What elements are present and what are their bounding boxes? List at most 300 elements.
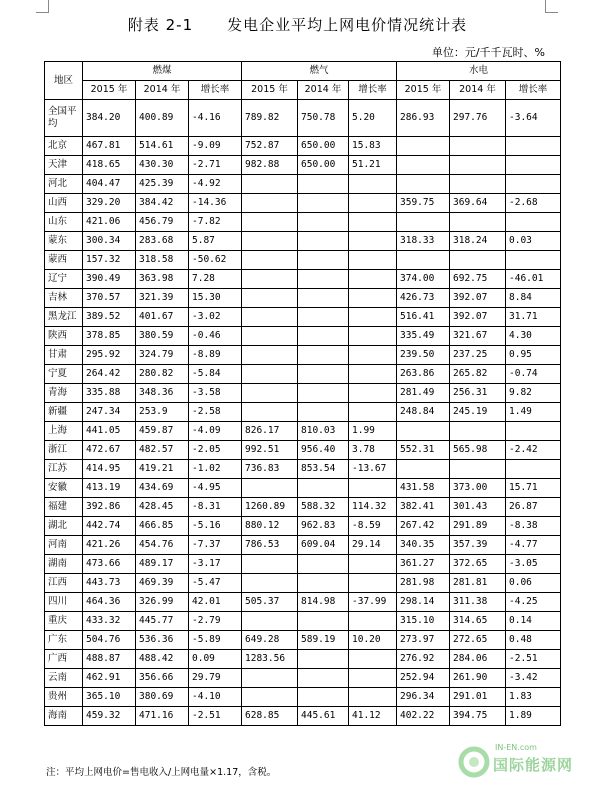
value-cell: 26.87 <box>506 498 561 517</box>
table-row <box>45 650 561 669</box>
table-title-text: 发电企业平均上网电价情况统计表 <box>227 16 468 34</box>
value-cell: 445.61 <box>298 707 349 726</box>
value-cell: -5.84 <box>189 365 242 384</box>
value-cell: 42.01 <box>189 593 242 612</box>
value-cell: 300.34 <box>83 232 136 251</box>
value-cell <box>242 175 298 194</box>
value-cell: 401.67 <box>136 308 189 327</box>
table-row <box>45 403 561 422</box>
value-cell: 276.92 <box>397 650 450 669</box>
value-cell <box>397 156 450 175</box>
value-cell <box>450 175 506 194</box>
value-cell: -4.77 <box>506 536 561 555</box>
value-cell: 318.24 <box>450 232 506 251</box>
value-cell: 1260.89 <box>242 498 298 517</box>
value-cell: 280.82 <box>136 365 189 384</box>
value-cell: 736.83 <box>242 460 298 479</box>
value-cell: 0.48 <box>506 631 561 650</box>
value-cell <box>349 232 397 251</box>
table-row <box>45 100 561 137</box>
value-cell: 404.47 <box>83 175 136 194</box>
value-cell: 237.25 <box>450 346 506 365</box>
region-cell: 天津 <box>45 156 83 175</box>
value-cell: 248.84 <box>397 403 450 422</box>
table-row <box>45 156 561 175</box>
value-cell <box>242 194 298 213</box>
value-cell <box>242 270 298 289</box>
value-cell: 0.14 <box>506 612 561 631</box>
value-cell: 253.9 <box>136 403 189 422</box>
value-cell: -4.10 <box>189 688 242 707</box>
region-cell: 江苏 <box>45 460 83 479</box>
table-body <box>45 100 561 726</box>
value-cell <box>397 137 450 156</box>
value-cell: -2.51 <box>506 650 561 669</box>
value-cell: -4.16 <box>189 100 242 137</box>
value-cell: -14.36 <box>189 194 242 213</box>
value-cell: 380.69 <box>136 688 189 707</box>
region-cell: 全国平均 <box>45 100 83 137</box>
value-cell: 8.84 <box>506 289 561 308</box>
subheader-2014: 2014 年 <box>136 81 189 100</box>
value-cell: 247.34 <box>83 403 136 422</box>
table-row <box>45 593 561 612</box>
value-cell <box>242 213 298 232</box>
value-cell <box>298 479 349 498</box>
value-cell: 982.88 <box>242 156 298 175</box>
watermark-site: IN-EN.com <box>495 743 537 752</box>
value-cell: 261.90 <box>450 669 506 688</box>
value-cell: 281.98 <box>397 574 450 593</box>
value-cell <box>242 327 298 346</box>
value-cell: -4.95 <box>189 479 242 498</box>
value-cell: 609.04 <box>298 536 349 555</box>
region-cell: 四川 <box>45 593 83 612</box>
value-cell: 9.82 <box>506 384 561 403</box>
value-cell <box>506 422 561 441</box>
value-cell: 348.36 <box>136 384 189 403</box>
value-cell <box>298 308 349 327</box>
region-cell: 福建 <box>45 498 83 517</box>
value-cell <box>349 384 397 403</box>
value-cell: 394.75 <box>450 707 506 726</box>
header-gas: 燃气 <box>242 62 397 81</box>
watermark-brand: 国际能源网 <box>493 756 574 774</box>
value-cell: 239.50 <box>397 346 450 365</box>
table-row <box>45 555 561 574</box>
value-cell: 400.89 <box>136 100 189 137</box>
table-row <box>45 327 561 346</box>
value-cell: 326.99 <box>136 593 189 612</box>
region-cell: 河南 <box>45 536 83 555</box>
value-cell: 329.20 <box>83 194 136 213</box>
value-cell: -7.37 <box>189 536 242 555</box>
region-cell: 黑龙江 <box>45 308 83 327</box>
value-cell: 488.87 <box>83 650 136 669</box>
value-cell: 15.83 <box>349 137 397 156</box>
table-row <box>45 612 561 631</box>
value-cell <box>506 460 561 479</box>
value-cell: 418.65 <box>83 156 136 175</box>
value-cell: 473.66 <box>83 555 136 574</box>
table-title <box>0 14 595 35</box>
value-cell <box>298 270 349 289</box>
value-cell: 7.28 <box>189 270 242 289</box>
value-cell <box>298 365 349 384</box>
value-cell: 786.53 <box>242 536 298 555</box>
value-cell: 356.66 <box>136 669 189 688</box>
region-cell: 湖北 <box>45 517 83 536</box>
value-cell: 263.86 <box>397 365 450 384</box>
value-cell <box>349 403 397 422</box>
value-cell: 426.73 <box>397 289 450 308</box>
value-cell: 459.87 <box>136 422 189 441</box>
value-cell <box>349 251 397 270</box>
value-cell <box>298 346 349 365</box>
value-cell: 1.99 <box>349 422 397 441</box>
value-cell: 114.32 <box>349 498 397 517</box>
value-cell: 488.42 <box>136 650 189 669</box>
value-cell: 3.78 <box>349 441 397 460</box>
value-cell: -13.67 <box>349 460 397 479</box>
value-cell <box>397 422 450 441</box>
value-cell: 430.30 <box>136 156 189 175</box>
region-cell: 新疆 <box>45 403 83 422</box>
value-cell <box>349 270 397 289</box>
value-cell: 650.00 <box>298 137 349 156</box>
value-cell: 489.17 <box>136 555 189 574</box>
region-cell: 浙江 <box>45 441 83 460</box>
value-cell: 256.31 <box>450 384 506 403</box>
value-cell <box>242 251 298 270</box>
value-cell: 413.19 <box>83 479 136 498</box>
value-cell <box>242 688 298 707</box>
value-cell: 750.78 <box>298 100 349 137</box>
table-row <box>45 536 561 555</box>
value-cell <box>349 479 397 498</box>
value-cell: 378.85 <box>83 327 136 346</box>
value-cell <box>242 346 298 365</box>
value-cell: 810.03 <box>298 422 349 441</box>
value-cell: 880.12 <box>242 517 298 536</box>
value-cell: 826.17 <box>242 422 298 441</box>
value-cell: 324.79 <box>136 346 189 365</box>
value-cell: 956.40 <box>298 441 349 460</box>
value-cell: 692.75 <box>450 270 506 289</box>
subheader-growth: 增长率 <box>189 81 242 100</box>
value-cell: 291.01 <box>450 688 506 707</box>
value-cell: 245.19 <box>450 403 506 422</box>
table-row <box>45 460 561 479</box>
value-cell: 335.49 <box>397 327 450 346</box>
table-row <box>45 631 561 650</box>
value-cell <box>298 574 349 593</box>
value-cell: -3.58 <box>189 384 242 403</box>
value-cell: 0.06 <box>506 574 561 593</box>
value-cell <box>506 156 561 175</box>
value-cell: -3.17 <box>189 555 242 574</box>
value-cell: 0.03 <box>506 232 561 251</box>
value-cell: -3.64 <box>506 100 561 137</box>
value-cell: 297.76 <box>450 100 506 137</box>
value-cell: 516.41 <box>397 308 450 327</box>
value-cell: 374.00 <box>397 270 450 289</box>
region-cell: 湖南 <box>45 555 83 574</box>
value-cell <box>242 308 298 327</box>
region-cell: 河北 <box>45 175 83 194</box>
value-cell: 441.05 <box>83 422 136 441</box>
value-cell <box>298 175 349 194</box>
value-cell: 402.22 <box>397 707 450 726</box>
subheader-2015: 2015 年 <box>242 81 298 100</box>
value-cell: 29.79 <box>189 669 242 688</box>
value-cell: -2.05 <box>189 441 242 460</box>
table-row <box>45 194 561 213</box>
value-cell <box>242 574 298 593</box>
value-cell: 315.10 <box>397 612 450 631</box>
value-cell: 469.39 <box>136 574 189 593</box>
value-cell: 382.41 <box>397 498 450 517</box>
value-cell: -5.16 <box>189 517 242 536</box>
value-cell: 853.54 <box>298 460 349 479</box>
value-cell: -8.59 <box>349 517 397 536</box>
table-row <box>45 365 561 384</box>
value-cell: 962.83 <box>298 517 349 536</box>
value-cell <box>450 422 506 441</box>
value-cell: -8.89 <box>189 346 242 365</box>
value-cell: 628.85 <box>242 707 298 726</box>
value-cell: 472.67 <box>83 441 136 460</box>
price-table <box>44 61 561 726</box>
watermark <box>455 737 595 792</box>
value-cell <box>349 365 397 384</box>
value-cell: -0.74 <box>506 365 561 384</box>
value-cell <box>298 384 349 403</box>
unit-label: 单位：元/千千瓦时、% <box>431 46 545 59</box>
value-cell <box>506 175 561 194</box>
value-cell: 286.93 <box>397 100 450 137</box>
value-cell: 4.30 <box>506 327 561 346</box>
subheader-2014: 2014 年 <box>450 81 506 100</box>
value-cell: 384.20 <box>83 100 136 137</box>
value-cell: 464.36 <box>83 593 136 612</box>
value-cell: -2.71 <box>189 156 242 175</box>
value-cell: 264.42 <box>83 365 136 384</box>
value-cell <box>349 308 397 327</box>
in-en-logo-icon <box>457 745 491 779</box>
value-cell: 15.71 <box>506 479 561 498</box>
table-number: 附表 2-1 <box>127 16 194 34</box>
value-cell: 370.57 <box>83 289 136 308</box>
value-cell <box>397 175 450 194</box>
value-cell: 340.35 <box>397 536 450 555</box>
region-cell: 甘肃 <box>45 346 83 365</box>
value-cell: 311.38 <box>450 593 506 612</box>
value-cell: 389.52 <box>83 308 136 327</box>
value-cell: 273.97 <box>397 631 450 650</box>
value-cell <box>298 555 349 574</box>
value-cell: 466.85 <box>136 517 189 536</box>
value-cell: 588.32 <box>298 498 349 517</box>
region-cell: 宁夏 <box>45 365 83 384</box>
value-cell: -0.46 <box>189 327 242 346</box>
region-cell: 山西 <box>45 194 83 213</box>
value-cell <box>242 479 298 498</box>
value-cell <box>349 574 397 593</box>
table-row <box>45 270 561 289</box>
value-cell: 1.83 <box>506 688 561 707</box>
region-cell: 山东 <box>45 213 83 232</box>
subheader-growth: 增长率 <box>506 81 561 100</box>
region-cell: 重庆 <box>45 612 83 631</box>
value-cell: 454.76 <box>136 536 189 555</box>
value-cell <box>298 251 349 270</box>
value-cell: 357.39 <box>450 536 506 555</box>
value-cell: -2.51 <box>189 707 242 726</box>
value-cell: 1283.56 <box>242 650 298 669</box>
table-row <box>45 479 561 498</box>
value-cell: 31.71 <box>506 308 561 327</box>
value-cell: 514.61 <box>136 137 189 156</box>
value-cell <box>349 650 397 669</box>
value-cell <box>242 403 298 422</box>
value-cell: -50.62 <box>189 251 242 270</box>
value-cell: -1.02 <box>189 460 242 479</box>
value-cell <box>397 460 450 479</box>
value-cell: 380.59 <box>136 327 189 346</box>
value-cell <box>349 327 397 346</box>
value-cell: 459.32 <box>83 707 136 726</box>
table-row <box>45 574 561 593</box>
value-cell <box>349 194 397 213</box>
value-cell: 359.75 <box>397 194 450 213</box>
value-cell: 335.88 <box>83 384 136 403</box>
value-cell: -37.99 <box>349 593 397 612</box>
table-row <box>45 289 561 308</box>
value-cell <box>506 251 561 270</box>
value-cell <box>298 213 349 232</box>
region-cell: 贵州 <box>45 688 83 707</box>
value-cell: 295.92 <box>83 346 136 365</box>
region-cell: 青海 <box>45 384 83 403</box>
table-row <box>45 251 561 270</box>
value-cell: -2.42 <box>506 441 561 460</box>
value-cell: 442.74 <box>83 517 136 536</box>
region-cell: 安徽 <box>45 479 83 498</box>
value-cell <box>298 232 349 251</box>
region-cell: 云南 <box>45 669 83 688</box>
value-cell <box>349 612 397 631</box>
value-cell <box>450 460 506 479</box>
value-cell: 467.81 <box>83 137 136 156</box>
value-cell: 41.12 <box>349 707 397 726</box>
value-cell <box>298 650 349 669</box>
value-cell <box>450 213 506 232</box>
value-cell: 443.73 <box>83 574 136 593</box>
region-cell: 北京 <box>45 137 83 156</box>
value-cell: 318.33 <box>397 232 450 251</box>
value-cell: 433.32 <box>83 612 136 631</box>
value-cell: -46.01 <box>506 270 561 289</box>
region-cell: 蒙东 <box>45 232 83 251</box>
value-cell: 434.69 <box>136 479 189 498</box>
value-cell: 462.91 <box>83 669 136 688</box>
value-cell: 321.67 <box>450 327 506 346</box>
value-cell: 419.21 <box>136 460 189 479</box>
value-cell: 752.87 <box>242 137 298 156</box>
subheader-2015: 2015 年 <box>83 81 136 100</box>
value-cell: 445.77 <box>136 612 189 631</box>
value-cell: 421.06 <box>83 213 136 232</box>
value-cell: 552.31 <box>397 441 450 460</box>
value-cell <box>397 251 450 270</box>
value-cell: 392.07 <box>450 308 506 327</box>
table-row <box>45 213 561 232</box>
value-cell: -5.47 <box>189 574 242 593</box>
value-cell <box>349 175 397 194</box>
value-cell <box>397 213 450 232</box>
value-cell <box>242 289 298 308</box>
value-cell: 29.14 <box>349 536 397 555</box>
value-cell: 283.68 <box>136 232 189 251</box>
header-hydro: 水电 <box>397 62 561 81</box>
value-cell: -4.92 <box>189 175 242 194</box>
value-cell: 414.95 <box>83 460 136 479</box>
subheader-2015: 2015 年 <box>397 81 450 100</box>
value-cell: -9.09 <box>189 137 242 156</box>
value-cell: 5.87 <box>189 232 242 251</box>
value-cell: -2.79 <box>189 612 242 631</box>
value-cell: 265.82 <box>450 365 506 384</box>
region-cell: 陕西 <box>45 327 83 346</box>
value-cell: 318.58 <box>136 251 189 270</box>
subheader-growth: 增长率 <box>349 81 397 100</box>
value-cell: 1.89 <box>506 707 561 726</box>
value-cell: 0.95 <box>506 346 561 365</box>
value-cell: 482.57 <box>136 441 189 460</box>
value-cell <box>349 346 397 365</box>
value-cell <box>242 555 298 574</box>
value-cell: 789.82 <box>242 100 298 137</box>
value-cell: 0.09 <box>189 650 242 669</box>
value-cell <box>450 251 506 270</box>
value-cell: -2.58 <box>189 403 242 422</box>
value-cell <box>298 194 349 213</box>
value-cell: 589.19 <box>298 631 349 650</box>
region-cell: 广东 <box>45 631 83 650</box>
value-cell <box>242 612 298 631</box>
value-cell <box>450 156 506 175</box>
value-cell <box>298 289 349 308</box>
value-cell: 504.76 <box>83 631 136 650</box>
value-cell: 51.21 <box>349 156 397 175</box>
value-cell <box>242 232 298 251</box>
value-cell <box>349 669 397 688</box>
value-cell: 5.20 <box>349 100 397 137</box>
value-cell <box>506 137 561 156</box>
value-cell <box>349 555 397 574</box>
value-cell: -8.31 <box>189 498 242 517</box>
value-cell: -3.05 <box>506 555 561 574</box>
value-cell: 267.42 <box>397 517 450 536</box>
value-cell: -3.42 <box>506 669 561 688</box>
value-cell <box>349 213 397 232</box>
value-cell <box>298 403 349 422</box>
value-cell: 431.58 <box>397 479 450 498</box>
subheader-2014: 2014 年 <box>298 81 349 100</box>
value-cell <box>298 688 349 707</box>
table-row <box>45 346 561 365</box>
